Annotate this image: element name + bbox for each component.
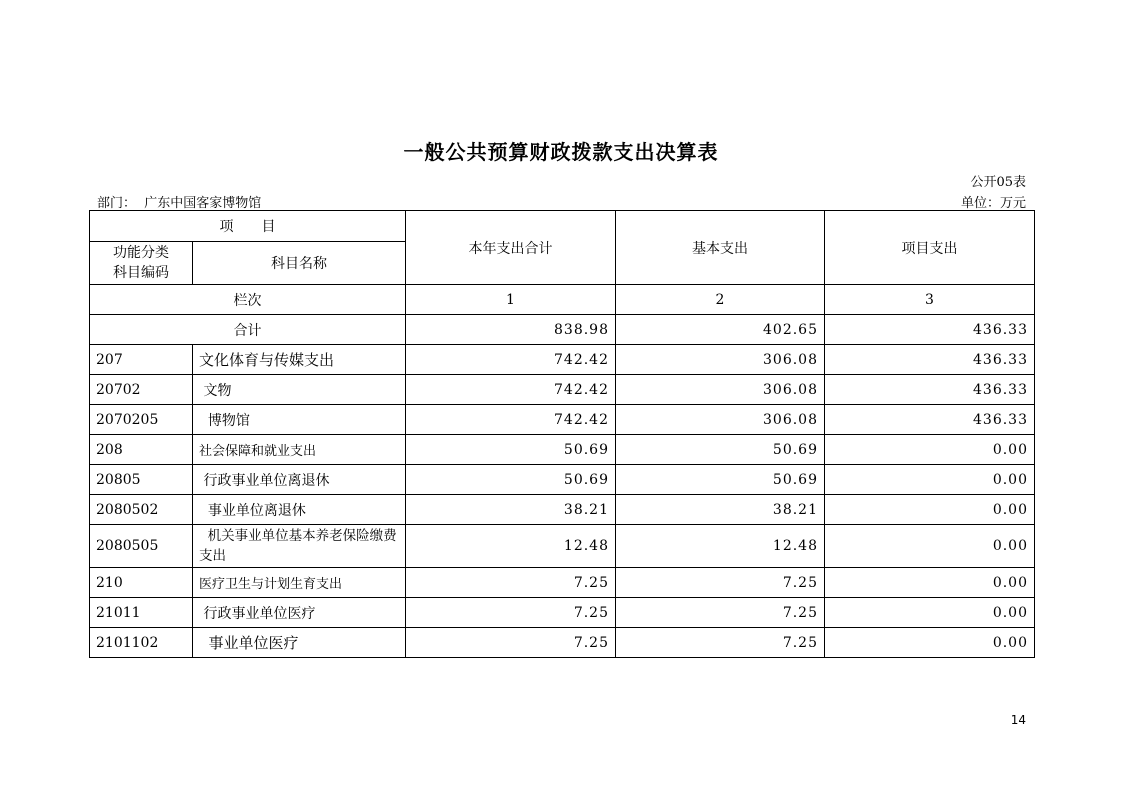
row-code: 2080502 xyxy=(90,495,193,525)
row-total: 50.69 xyxy=(406,435,616,465)
table-row xyxy=(90,375,1035,405)
row-name: 文物 xyxy=(193,375,406,405)
page-title: 一般公共预算财政拨款支出决算表 xyxy=(403,140,719,164)
department-label: 部门： xyxy=(97,196,137,211)
table-row xyxy=(90,525,1035,568)
column-index-2: 2 xyxy=(616,285,825,315)
row-name: 行政事业单位离退休 xyxy=(193,465,406,495)
row-name: 社会保障和就业支出 xyxy=(193,435,406,465)
table-row xyxy=(90,568,1035,598)
total-basic: 402.65 xyxy=(616,315,825,345)
table-row xyxy=(90,628,1035,658)
department-name: 广东中国客家博物馆 xyxy=(144,196,262,211)
row-name: 事业单位离退休 xyxy=(193,495,406,525)
header-name: 科目名称 xyxy=(193,242,406,285)
total-label: 合计 xyxy=(90,315,406,345)
header-item: 项 目 xyxy=(90,211,406,242)
row-total: 742.42 xyxy=(406,375,616,405)
row-code: 21011 xyxy=(90,598,193,628)
row-total: 7.25 xyxy=(406,598,616,628)
expenditure-table xyxy=(89,210,1035,658)
header-code: 功能分类 科目编码 xyxy=(90,242,193,285)
header-basic: 基本支出 xyxy=(616,211,825,285)
row-code: 20702 xyxy=(90,375,193,405)
row-total: 12.48 xyxy=(406,525,616,568)
row-project: 0.00 xyxy=(825,465,1035,495)
row-basic: 7.25 xyxy=(616,568,825,598)
row-code: 2070205 xyxy=(90,405,193,435)
row-project: 0.00 xyxy=(825,598,1035,628)
department-line xyxy=(97,192,261,211)
total-amount: 838.98 xyxy=(406,315,616,345)
row-name: 事业单位医疗 xyxy=(193,628,406,658)
row-name: 行政事业单位医疗 xyxy=(193,598,406,628)
row-name: 机关事业单位基本养老保险缴费支出 xyxy=(193,525,406,568)
header-total: 本年支出合计 xyxy=(406,211,616,285)
row-basic: 306.08 xyxy=(616,405,825,435)
row-project: 0.00 xyxy=(825,628,1035,658)
unit-label: 单位：万元 xyxy=(960,196,1026,211)
column-index-1: 1 xyxy=(406,285,616,315)
header-row-1 xyxy=(90,211,1035,242)
table-row xyxy=(90,598,1035,628)
row-basic: 7.25 xyxy=(616,598,825,628)
row-name: 博物馆 xyxy=(193,405,406,435)
row-total: 742.42 xyxy=(406,345,616,375)
row-project: 436.33 xyxy=(825,375,1035,405)
row-code: 2080505 xyxy=(90,525,193,568)
table-row xyxy=(90,465,1035,495)
row-total: 7.25 xyxy=(406,628,616,658)
row-code: 20805 xyxy=(90,465,193,495)
row-code: 2101102 xyxy=(90,628,193,658)
row-project: 436.33 xyxy=(825,345,1035,375)
row-name: 文化体育与传媒支出 xyxy=(193,345,406,375)
row-basic: 50.69 xyxy=(616,435,825,465)
table-row xyxy=(90,405,1035,435)
row-total: 50.69 xyxy=(406,465,616,495)
row-project: 0.00 xyxy=(825,495,1035,525)
row-project: 0.00 xyxy=(825,568,1035,598)
table-row xyxy=(90,435,1035,465)
row-basic: 38.21 xyxy=(616,495,825,525)
table-row xyxy=(90,495,1035,525)
page-number: 14 xyxy=(1010,713,1026,727)
row-code: 208 xyxy=(90,435,193,465)
row-project: 0.00 xyxy=(825,435,1035,465)
column-index-3: 3 xyxy=(825,285,1035,315)
form-number: 公开05表 xyxy=(970,175,1026,190)
row-total: 742.42 xyxy=(406,405,616,435)
row-project: 436.33 xyxy=(825,405,1035,435)
row-basic: 12.48 xyxy=(616,525,825,568)
row-total: 38.21 xyxy=(406,495,616,525)
row-project: 0.00 xyxy=(825,525,1035,568)
table-row xyxy=(90,345,1035,375)
row-basic: 306.08 xyxy=(616,345,825,375)
row-basic: 7.25 xyxy=(616,628,825,658)
row-code: 207 xyxy=(90,345,193,375)
row-basic: 306.08 xyxy=(616,375,825,405)
header-project: 项目支出 xyxy=(825,211,1035,285)
column-index-label: 栏次 xyxy=(90,285,406,315)
row-basic: 50.69 xyxy=(616,465,825,495)
column-index-row xyxy=(90,285,1035,315)
total-row xyxy=(90,315,1035,345)
total-project: 436.33 xyxy=(825,315,1035,345)
row-total: 7.25 xyxy=(406,568,616,598)
row-code: 210 xyxy=(90,568,193,598)
row-name: 医疗卫生与计划生育支出 xyxy=(193,568,406,598)
